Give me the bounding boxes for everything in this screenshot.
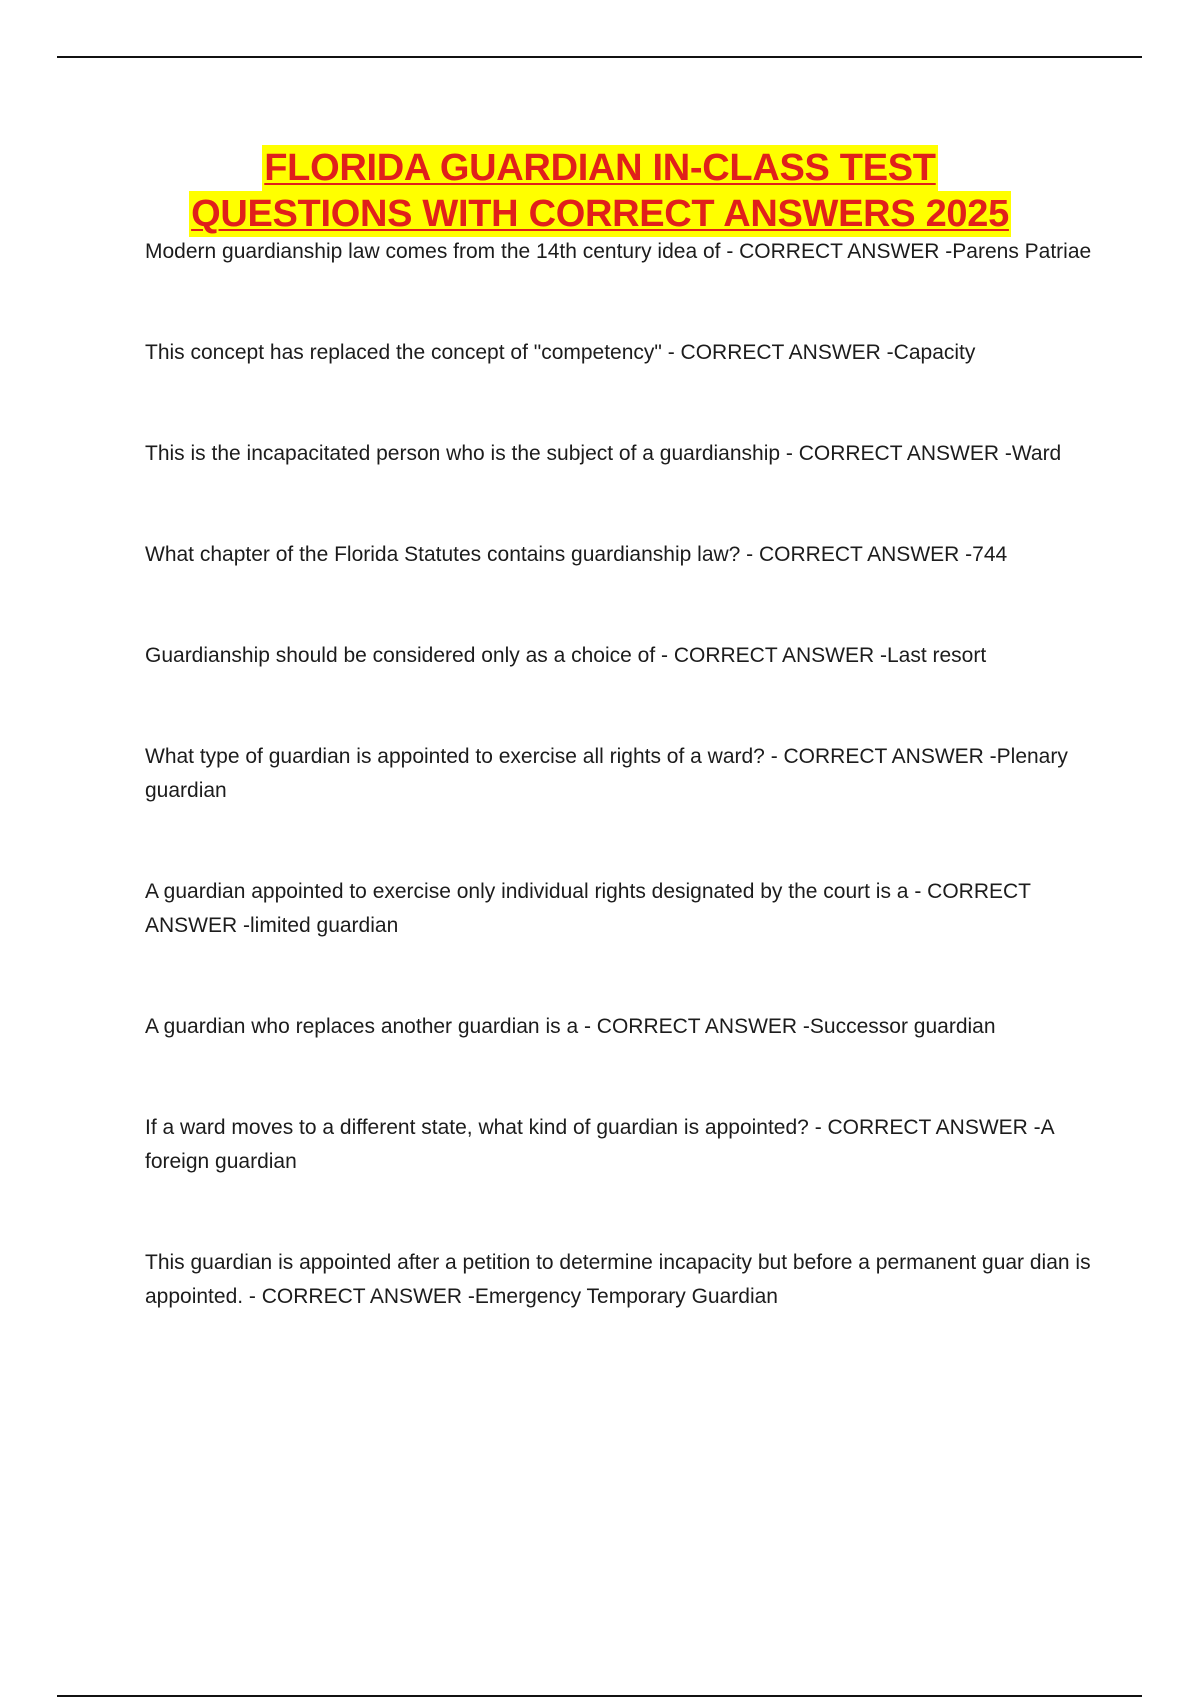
answer-separator: - CORRECT ANSWER - [578, 1015, 810, 1038]
qa-item-5 [145, 639, 1095, 673]
answer: Emergency Temporary Guardian [474, 1285, 778, 1308]
answer-separator: - CORRECT ANSWER - [655, 644, 887, 667]
question: What type of guardian is appointed to exercise all rights of a ward? [145, 745, 765, 768]
answer: Successor guardian [809, 1015, 996, 1038]
qa-item-2 [145, 336, 1095, 370]
question: What chapter of the Florida Statutes contains guardianship law? [145, 543, 741, 566]
top-rule [57, 56, 1142, 58]
title-line-2: QUESTIONS WITH CORRECT ANSWERS 2025 [191, 193, 1009, 235]
qa-item-4 [145, 538, 1095, 572]
question: This concept has replaced the concept of "competency" [145, 341, 662, 364]
answer: Ward [1011, 442, 1062, 465]
answer: A foreign guardian [145, 1116, 1054, 1173]
qa-item-7 [145, 875, 1095, 943]
answer: Capacity [893, 341, 976, 364]
answer-separator: - CORRECT ANSWER - [780, 442, 1012, 465]
document-title [0, 145, 1200, 237]
qa-item-3 [145, 437, 1095, 471]
answer: Last resort [886, 644, 987, 667]
answer-separator: - CORRECT ANSWER - [808, 1116, 1041, 1139]
question: If a ward moves to a different state, what kind of guardian is appointed? [145, 1116, 809, 1139]
answer: Plenary guardian [145, 745, 1068, 802]
question: Guardianship should be considered only as a choice of [145, 644, 656, 667]
qa-item-10 [145, 1246, 1095, 1314]
question: This guardian is appointed after a petition to determine incapacity but before a permanent guar dian is appointed. [145, 1251, 1091, 1308]
answer-separator: - CORRECT ANSWER - [720, 240, 953, 263]
answer-separator: - CORRECT ANSWER - [145, 880, 1031, 937]
answer-separator: - CORRECT ANSWER - [661, 341, 894, 364]
question: Modern guardianship law comes from the 14th century idea of [145, 240, 721, 263]
answer: limited guardian [250, 914, 399, 937]
answer-separator: - CORRECT ANSWER - [740, 543, 973, 566]
answer-separator: - CORRECT ANSWER - [243, 1285, 475, 1308]
question: A guardian appointed to exercise only individual rights designated by the court is a [145, 880, 909, 903]
title-line-1: FLORIDA GUARDIAN IN-CLASS TEST [264, 147, 936, 189]
qa-item-8 [145, 1010, 1095, 1044]
qa-list [145, 235, 1095, 1381]
answer: Parens Patriae [952, 240, 1092, 263]
question: This is the incapacitated person who is the subject of a guardianship [145, 442, 781, 465]
bottom-rule [57, 1695, 1142, 1697]
qa-item-1 [145, 235, 1095, 269]
qa-item-6 [145, 740, 1095, 808]
answer: 744 [972, 543, 1008, 566]
answer-separator: - CORRECT ANSWER - [764, 745, 997, 768]
qa-item-9 [145, 1111, 1095, 1179]
question: A guardian who replaces another guardian is a [145, 1015, 579, 1038]
